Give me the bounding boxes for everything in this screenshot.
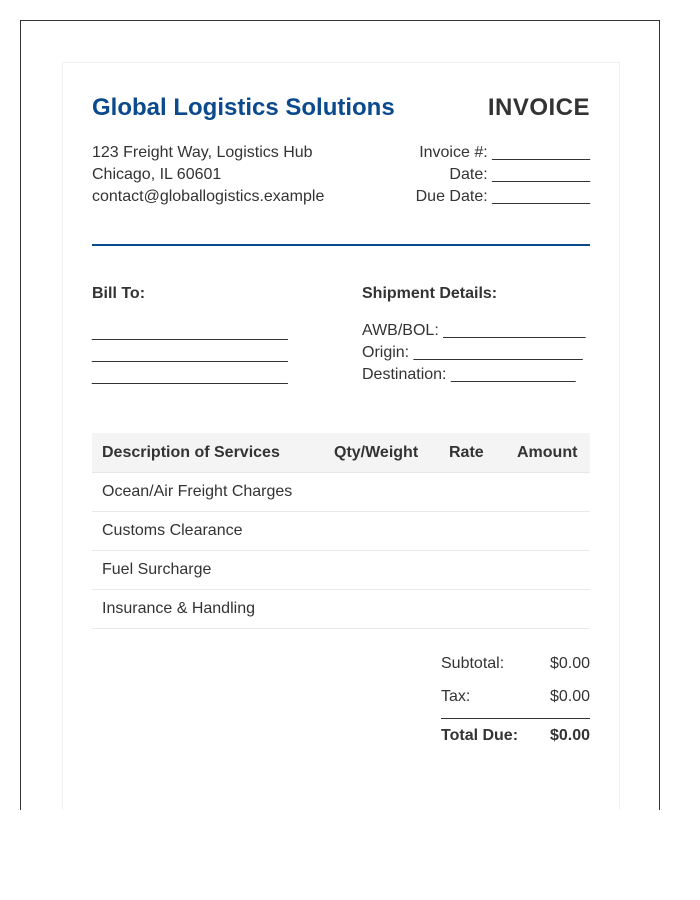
- address-line-1: 123 Freight Way, Logistics Hub: [92, 144, 313, 161]
- service-rate[interactable]: [439, 590, 507, 629]
- table-row: [92, 590, 590, 629]
- awb-bol-field[interactable]: AWB/BOL: ________________: [362, 322, 586, 339]
- service-description: Ocean/Air Freight Charges: [92, 473, 324, 512]
- service-description: Insurance & Handling: [92, 590, 324, 629]
- service-qty[interactable]: [324, 551, 439, 590]
- service-amount[interactable]: [507, 512, 590, 551]
- due-date-field[interactable]: Due Date: ___________: [415, 188, 590, 205]
- invoice-date-field[interactable]: Date: ___________: [449, 166, 590, 183]
- column-header-qty-weight: Qty/Weight: [324, 433, 439, 473]
- bill-to-line[interactable]: ______________________: [92, 324, 288, 341]
- services-table: [92, 433, 590, 629]
- total-due-row: [441, 718, 590, 752]
- document-title: INVOICE: [487, 94, 590, 121]
- invoice-number-field[interactable]: Invoice #: ___________: [419, 144, 590, 161]
- tax-value: $0.00: [549, 688, 590, 705]
- table-row: [92, 512, 590, 551]
- service-rate[interactable]: [439, 551, 507, 590]
- bill-to-fields: [92, 322, 288, 388]
- bill-to-heading: Bill To:: [92, 285, 146, 302]
- service-rate[interactable]: [439, 473, 507, 512]
- service-qty[interactable]: [324, 473, 439, 512]
- service-rate[interactable]: [439, 512, 507, 551]
- destination-field[interactable]: Destination: ______________: [362, 366, 576, 383]
- table-row: [92, 551, 590, 590]
- service-amount[interactable]: [507, 473, 590, 512]
- tax-label: Tax:: [441, 688, 471, 705]
- service-qty[interactable]: [324, 512, 439, 551]
- tax-row: [441, 685, 590, 718]
- column-header-description: Description of Services: [92, 433, 324, 473]
- service-amount[interactable]: [507, 590, 590, 629]
- service-qty[interactable]: [324, 590, 439, 629]
- bill-to-line[interactable]: ______________________: [92, 368, 288, 385]
- address-line-2: Chicago, IL 60601: [92, 166, 222, 183]
- origin-field[interactable]: Origin: ___________________: [362, 344, 583, 361]
- service-description: Customs Clearance: [92, 512, 324, 551]
- column-header-amount: Amount: [507, 433, 590, 473]
- table-header-row: [92, 433, 590, 473]
- header-divider: [92, 244, 590, 246]
- subtotal-row: [441, 652, 590, 685]
- company-email: contact@globallogistics.example: [92, 188, 325, 205]
- total-due-label: Total Due:: [441, 727, 519, 744]
- totals-block: [441, 652, 590, 752]
- shipment-fields: [362, 320, 586, 386]
- invoice-meta: [416, 142, 590, 208]
- bill-to-line[interactable]: ______________________: [92, 346, 288, 363]
- total-due-value: $0.00: [549, 727, 590, 744]
- subtotal-label: Subtotal:: [441, 655, 505, 672]
- service-amount[interactable]: [507, 551, 590, 590]
- column-header-rate: Rate: [439, 433, 507, 473]
- table-row: [92, 473, 590, 512]
- subtotal-value: $0.00: [549, 655, 590, 672]
- shipment-details-heading: Shipment Details:: [362, 285, 498, 302]
- company-address: [92, 142, 324, 208]
- service-description: Fuel Surcharge: [92, 551, 324, 590]
- company-name: Global Logistics Solutions: [92, 94, 395, 121]
